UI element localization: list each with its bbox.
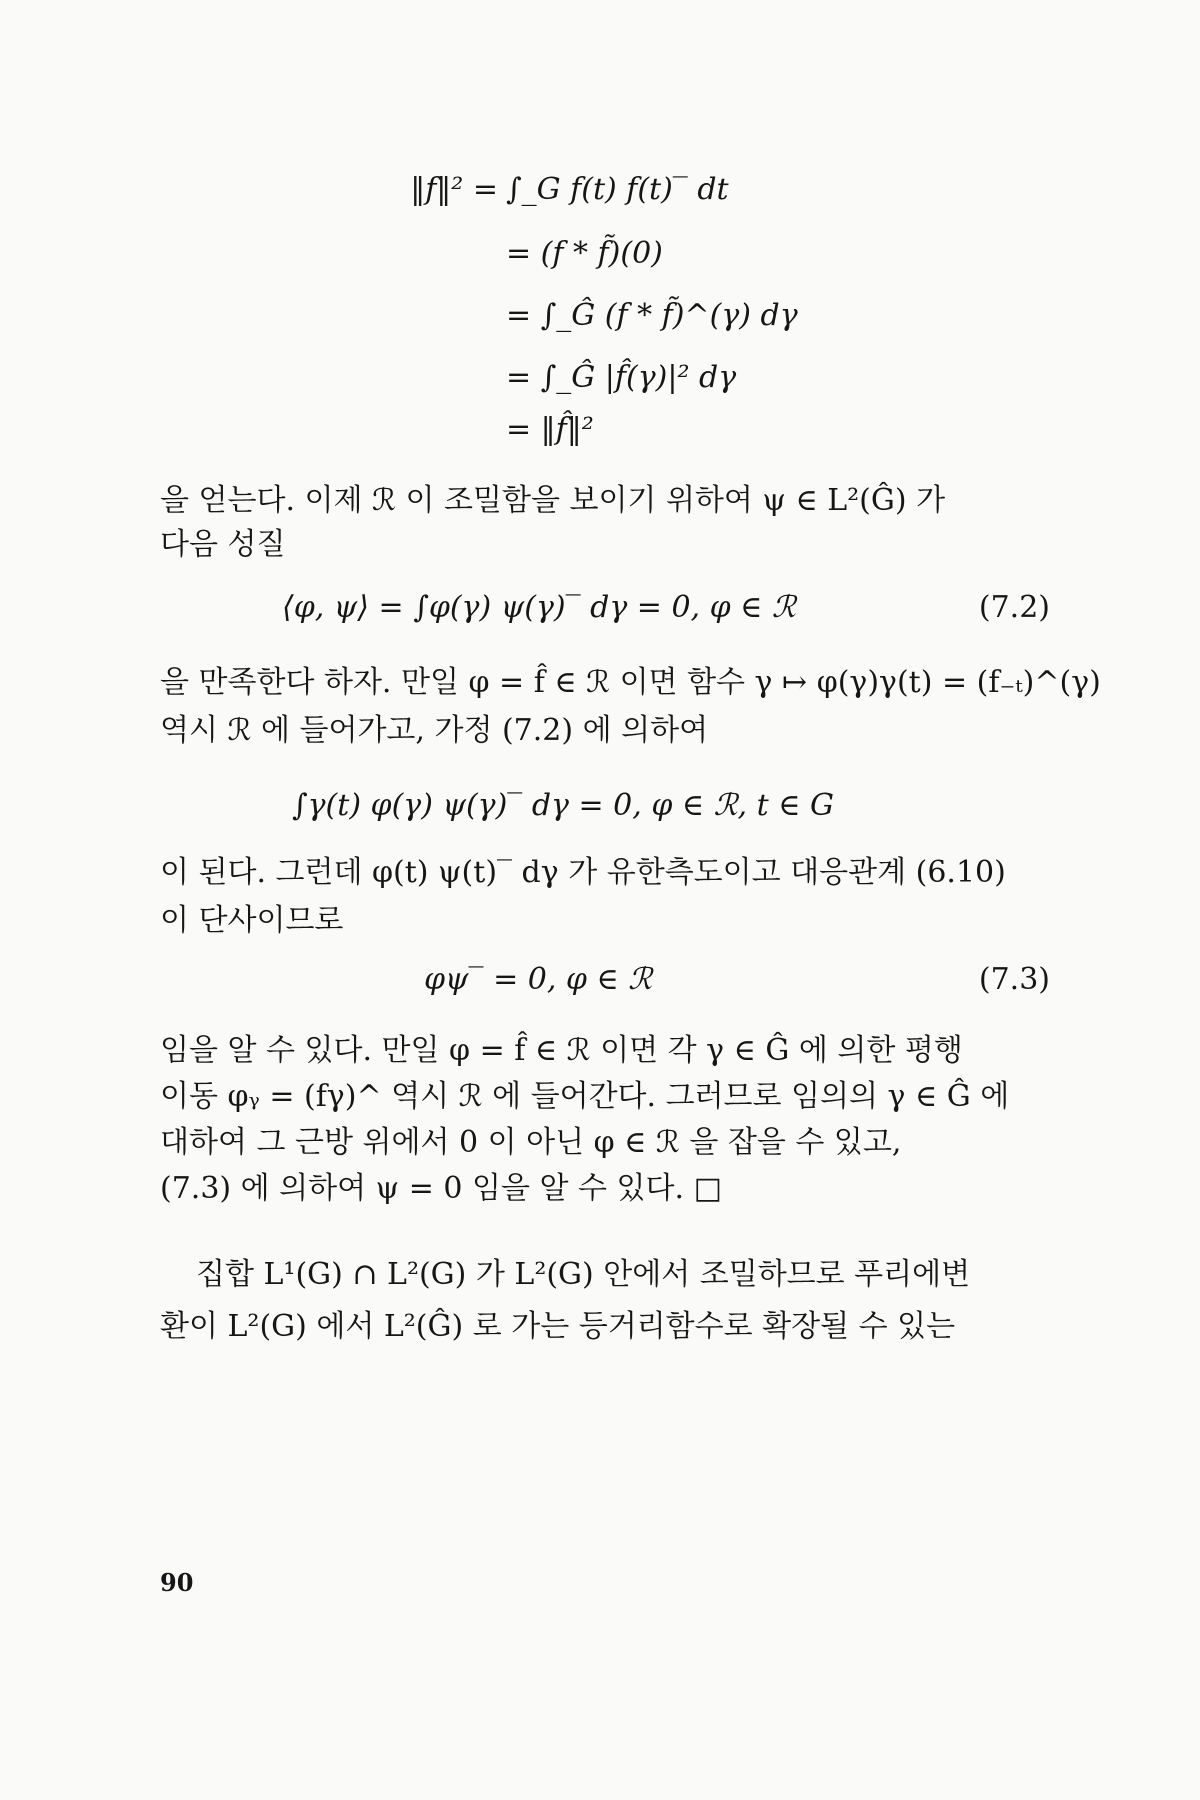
equation-7-3: φψ‾ = 0, φ ∈ ℛ bbox=[424, 962, 653, 997]
para1-line1: 을 얻는다. 이제 ℛ 이 조밀함을 보이기 위하여 ψ ∈ L²(Ĝ) 가 bbox=[160, 483, 946, 518]
page-number: 90 bbox=[160, 1568, 194, 1597]
equation-integral: ∫γ(t) φ(γ) ψ(γ)‾ dγ = 0, φ ∈ ℛ, t ∈ G bbox=[292, 788, 834, 823]
equation-number-7-3: (7.3) bbox=[978, 962, 1050, 997]
equation-7-2: ⟨φ, ψ⟩ = ∫φ(γ) ψ(γ)‾ dγ = 0, φ ∈ ℛ bbox=[282, 590, 796, 625]
para3-line1: 이 된다. 그런데 φ(t) ψ(t)‾ dγ 가 유한측도이고 대응관계 (6.10) bbox=[160, 855, 1006, 890]
norm-lhs: ‖f‖² = bbox=[410, 172, 498, 207]
para2-line1: 을 만족한다 하자. 만일 φ = f̂ ∈ ℛ 이면 함수 γ ↦ φ(γ)γ(t) = (f₋ₜ)^(γ) bbox=[160, 665, 1101, 700]
para4-line4: (7.3) 에 의하여 ψ = 0 임을 알 수 있다. □ bbox=[160, 1171, 722, 1206]
derivation-line-5: = ‖f̂‖² bbox=[506, 412, 594, 447]
derivation-line-1: ∫_G f(t) f(t)‾ dt bbox=[506, 172, 729, 207]
derivation-line-2: = (f * f̃)(0) bbox=[506, 236, 663, 271]
para5-line2: 환이 L²(G) 에서 L²(Ĝ) 로 가는 등거리함수로 확장될 수 있는 bbox=[160, 1309, 956, 1344]
para4-line3: 대하여 그 근방 위에서 0 이 아닌 φ ∈ ℛ 을 잡을 수 있고, bbox=[160, 1125, 902, 1160]
para5-line1: 집합 L¹(G) ∩ L²(G) 가 L²(G) 안에서 조밀하므로 푸리에변 bbox=[196, 1257, 971, 1292]
derivation-line-4: = ∫_Ĝ |f̂(γ)|² dγ bbox=[506, 360, 737, 395]
equation-number-7-2: (7.2) bbox=[978, 590, 1050, 625]
para4-line1: 임을 알 수 있다. 만일 φ = f̂ ∈ ℛ 이면 각 γ ∈ Ĝ 에 의한 평행 bbox=[160, 1033, 963, 1068]
para2-line2: 역시 ℛ 에 들어가고, 가정 (7.2) 에 의하여 bbox=[160, 713, 709, 748]
para4-line2: 이동 φᵧ = (fγ)^ 역시 ℛ 에 들어간다. 그러므로 임의의 γ ∈ Ĝ 에 bbox=[160, 1079, 1010, 1114]
para3-line2: 이 단사이므로 bbox=[160, 903, 344, 938]
derivation-line-3: = ∫_Ĝ (f * f̃)^(γ) dγ bbox=[506, 298, 798, 333]
para1-line2: 다음 성질 bbox=[160, 527, 286, 562]
